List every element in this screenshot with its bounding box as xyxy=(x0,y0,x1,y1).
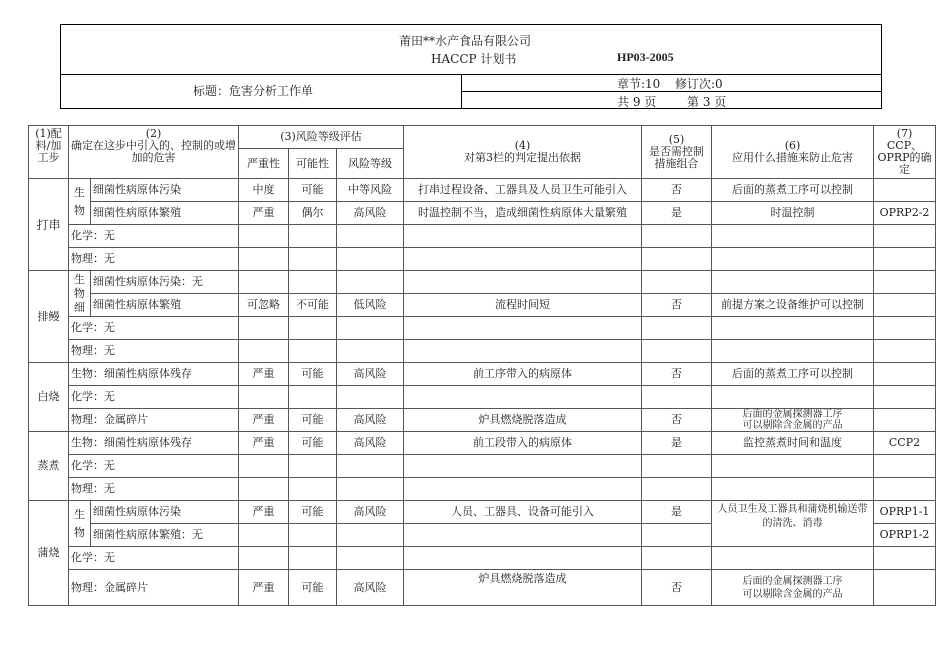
ccp-cell xyxy=(874,409,936,432)
basis-cell: 前工段带入的病原体 xyxy=(404,432,642,455)
hazard-cell: 细菌性病原体污染 xyxy=(91,179,239,202)
measure-cell: 后面的蒸煮工序可以控制 xyxy=(712,179,874,202)
risk-level-cell: 高风险 xyxy=(337,202,404,225)
col-step-header: (1)配料/加工步 xyxy=(29,126,69,179)
likelihood-cell: 可能 xyxy=(289,432,337,455)
basis-cell: 时温控制不当，造成细菌性病原体大量繁殖 xyxy=(404,202,642,225)
severity-cell: 严重 xyxy=(239,409,289,432)
basis-cell: 炉具燃烧脱落造成 xyxy=(404,409,642,432)
basis-cell: 人员、工器具、设备可能引入 xyxy=(404,501,642,524)
document-header xyxy=(60,24,882,109)
control-cell: 否 xyxy=(642,409,712,432)
control-cell: 是 xyxy=(642,432,712,455)
basis-cell: 流程时间短 xyxy=(404,294,642,317)
control-cell: 否 xyxy=(642,570,712,606)
basis-cell: 炉具燃烧脱落造成 xyxy=(404,570,642,606)
measure-line: 可以剔除含金属的产品 xyxy=(742,420,843,431)
hazard-cell: 生物：细菌性病原体残存 xyxy=(69,432,239,455)
hazard-cell: 物理：无 xyxy=(69,248,239,271)
col-severity-header: 严重性 xyxy=(239,149,289,179)
hazard-cell: 细菌性病原体污染：无 xyxy=(91,271,239,294)
ccp-cell: OPRP1-2 xyxy=(874,524,936,547)
ccp-cell: CCP2 xyxy=(874,432,936,455)
table-row xyxy=(29,202,936,225)
col-basis-label: 对第3栏的判定提出依据 xyxy=(464,151,582,164)
severity-cell: 严重 xyxy=(239,363,289,386)
likelihood-cell: 可能 xyxy=(289,363,337,386)
category-label: 生物 xyxy=(69,179,91,225)
risk-level-cell: 高风险 xyxy=(337,363,404,386)
plan-name: HACCP 计划书 xyxy=(431,52,517,66)
hazard-cell: 生物：细菌性病原体残存 xyxy=(69,363,239,386)
basis-cell: 打串过程设备、工器具及人员卫生可能引入 xyxy=(404,179,642,202)
step-name: 白烧 xyxy=(29,363,69,432)
table-row xyxy=(29,455,936,478)
table-row xyxy=(29,547,936,570)
hazard-cell: 细菌性病原体繁殖 xyxy=(91,294,239,317)
col-hazard-no: (2) xyxy=(145,127,162,140)
hazard-analysis-table xyxy=(28,125,936,606)
severity-cell: 严重 xyxy=(239,570,289,606)
document-title: 标题：危害分析工作单 xyxy=(193,84,314,98)
ccp-cell xyxy=(874,294,936,317)
hazard-cell: 化学：无 xyxy=(69,317,239,340)
risk-level-cell: 中等风险 xyxy=(337,179,404,202)
hazard-cell: 物理：金属碎片 xyxy=(69,409,239,432)
col-measure-header xyxy=(712,126,874,179)
risk-level-cell: 高风险 xyxy=(337,501,404,524)
table-row xyxy=(29,478,936,501)
col-basis-header xyxy=(404,126,642,179)
likelihood-cell: 可能 xyxy=(289,501,337,524)
table-row xyxy=(29,317,936,340)
severity-cell: 严重 xyxy=(239,432,289,455)
company-name: 莆田**水产食品有限公司 xyxy=(399,34,532,48)
step-name: 蒲烧 xyxy=(29,501,69,606)
control-cell: 是 xyxy=(642,202,712,225)
likelihood-cell: 偶尔 xyxy=(289,202,337,225)
measure-line: 后面的金属探测器工序 xyxy=(742,575,843,587)
col-hazard-label: 确定在这步中引入的、控制的或增加的危害 xyxy=(71,139,236,164)
risk-level-cell: 高风险 xyxy=(337,570,404,606)
header-divider xyxy=(61,74,881,75)
likelihood-cell: 不可能 xyxy=(289,294,337,317)
severity-cell: 严重 xyxy=(239,501,289,524)
severity-cell: 中度 xyxy=(239,179,289,202)
likelihood-cell: 可能 xyxy=(289,409,337,432)
col-likelihood-header: 可能性 xyxy=(289,149,337,179)
table-row xyxy=(29,340,936,363)
col-hazard-header xyxy=(69,126,239,179)
likelihood-cell: 可能 xyxy=(289,570,337,606)
control-cell: 否 xyxy=(642,294,712,317)
hazard-cell: 物理：无 xyxy=(69,478,239,501)
col-control-label: 是否需控制措施组合 xyxy=(649,145,705,170)
risk-level-cell: 高风险 xyxy=(337,409,404,432)
total-pages: 共 9 页 xyxy=(617,95,657,109)
step-name: 打串 xyxy=(29,179,69,271)
step-name: 排鳗 xyxy=(29,271,69,363)
measure-line: 后面的金属探测器工序 xyxy=(742,409,843,420)
table-row xyxy=(29,271,936,294)
table-row xyxy=(29,294,936,317)
table-row xyxy=(29,409,936,432)
table-row xyxy=(29,179,936,202)
hazard-cell: 物理：无 xyxy=(69,340,239,363)
hazard-cell: 化学：无 xyxy=(69,455,239,478)
table-row xyxy=(29,570,936,606)
measure-cell: 时温控制 xyxy=(712,202,874,225)
revision: 修订次:0 xyxy=(675,77,723,91)
col-basis-no: (4) xyxy=(514,139,531,152)
col-control-header xyxy=(642,126,712,179)
category-label: 生物 xyxy=(69,501,91,547)
ccp-cell: OPRP1-1 xyxy=(874,501,936,524)
document-number: HP03-2005 xyxy=(617,50,674,64)
measure-cell: 前提方案之设备维护可以控制 xyxy=(712,294,874,317)
step-name: 蒸煮 xyxy=(29,432,69,501)
col-ccp-header xyxy=(874,126,936,179)
control-cell: 否 xyxy=(642,363,712,386)
table-row xyxy=(29,363,936,386)
basis-cell: 前工序带入的病原体 xyxy=(404,363,642,386)
col-control-no: (5) xyxy=(668,133,685,146)
ccp-cell xyxy=(874,363,936,386)
hazard-cell: 化学：无 xyxy=(69,386,239,409)
measure-line: 的清洗、消毒 xyxy=(762,518,823,529)
table-row xyxy=(29,501,936,524)
col-level-header: 风险等级 xyxy=(337,149,404,179)
risk-level-cell: 低风险 xyxy=(337,294,404,317)
table-row xyxy=(29,248,936,271)
hazard-cell: 物理：金属碎片 xyxy=(69,570,239,606)
category-label: 生物细 xyxy=(69,271,91,317)
severity-cell: 可忽略 xyxy=(239,294,289,317)
measure-cell: 后面的蒸煮工序可以控制 xyxy=(712,363,874,386)
control-cell: 是 xyxy=(642,501,712,524)
hazard-cell: 细菌性病原体污染 xyxy=(91,501,239,524)
ccp-cell xyxy=(874,570,936,606)
col-risk-header: (3)风险等级评估 xyxy=(239,126,404,149)
measure-cell xyxy=(712,409,874,432)
col-measure-label: 应用什么措施来防止危害 xyxy=(732,151,854,164)
table-row xyxy=(29,225,936,248)
chapter: 章节:10 xyxy=(617,77,661,91)
hazard-cell: 细菌性病原体繁殖 xyxy=(91,202,239,225)
ccp-cell: OPRP2-2 xyxy=(874,202,936,225)
measure-line: 可以剔除含金属的产品 xyxy=(742,588,843,600)
page-number: 第 3 页 xyxy=(687,95,727,109)
measure-cell xyxy=(712,501,874,547)
risk-level-cell: 高风险 xyxy=(337,432,404,455)
hazard-cell: 化学：无 xyxy=(69,547,239,570)
col-ccp-no: (7) xyxy=(896,127,913,140)
measure-cell: 监控蒸煮时间和温度 xyxy=(712,432,874,455)
measure-cell xyxy=(712,570,874,606)
col-measure-no: (6) xyxy=(784,139,801,152)
control-cell: 否 xyxy=(642,179,712,202)
measure-line: 人员卫生及工器具和蒲烧机输送带 xyxy=(717,504,868,515)
col-ccp-label: CCP、OPRP的确定 xyxy=(877,139,932,176)
ccp-cell xyxy=(874,179,936,202)
likelihood-cell: 可能 xyxy=(289,179,337,202)
hazard-cell: 细菌性病原体繁殖：无 xyxy=(91,524,239,547)
table-row xyxy=(29,386,936,409)
table-header-row xyxy=(29,126,936,149)
header-divider xyxy=(461,91,881,92)
severity-cell: 严重 xyxy=(239,202,289,225)
table-row xyxy=(29,432,936,455)
hazard-cell: 化学：无 xyxy=(69,225,239,248)
